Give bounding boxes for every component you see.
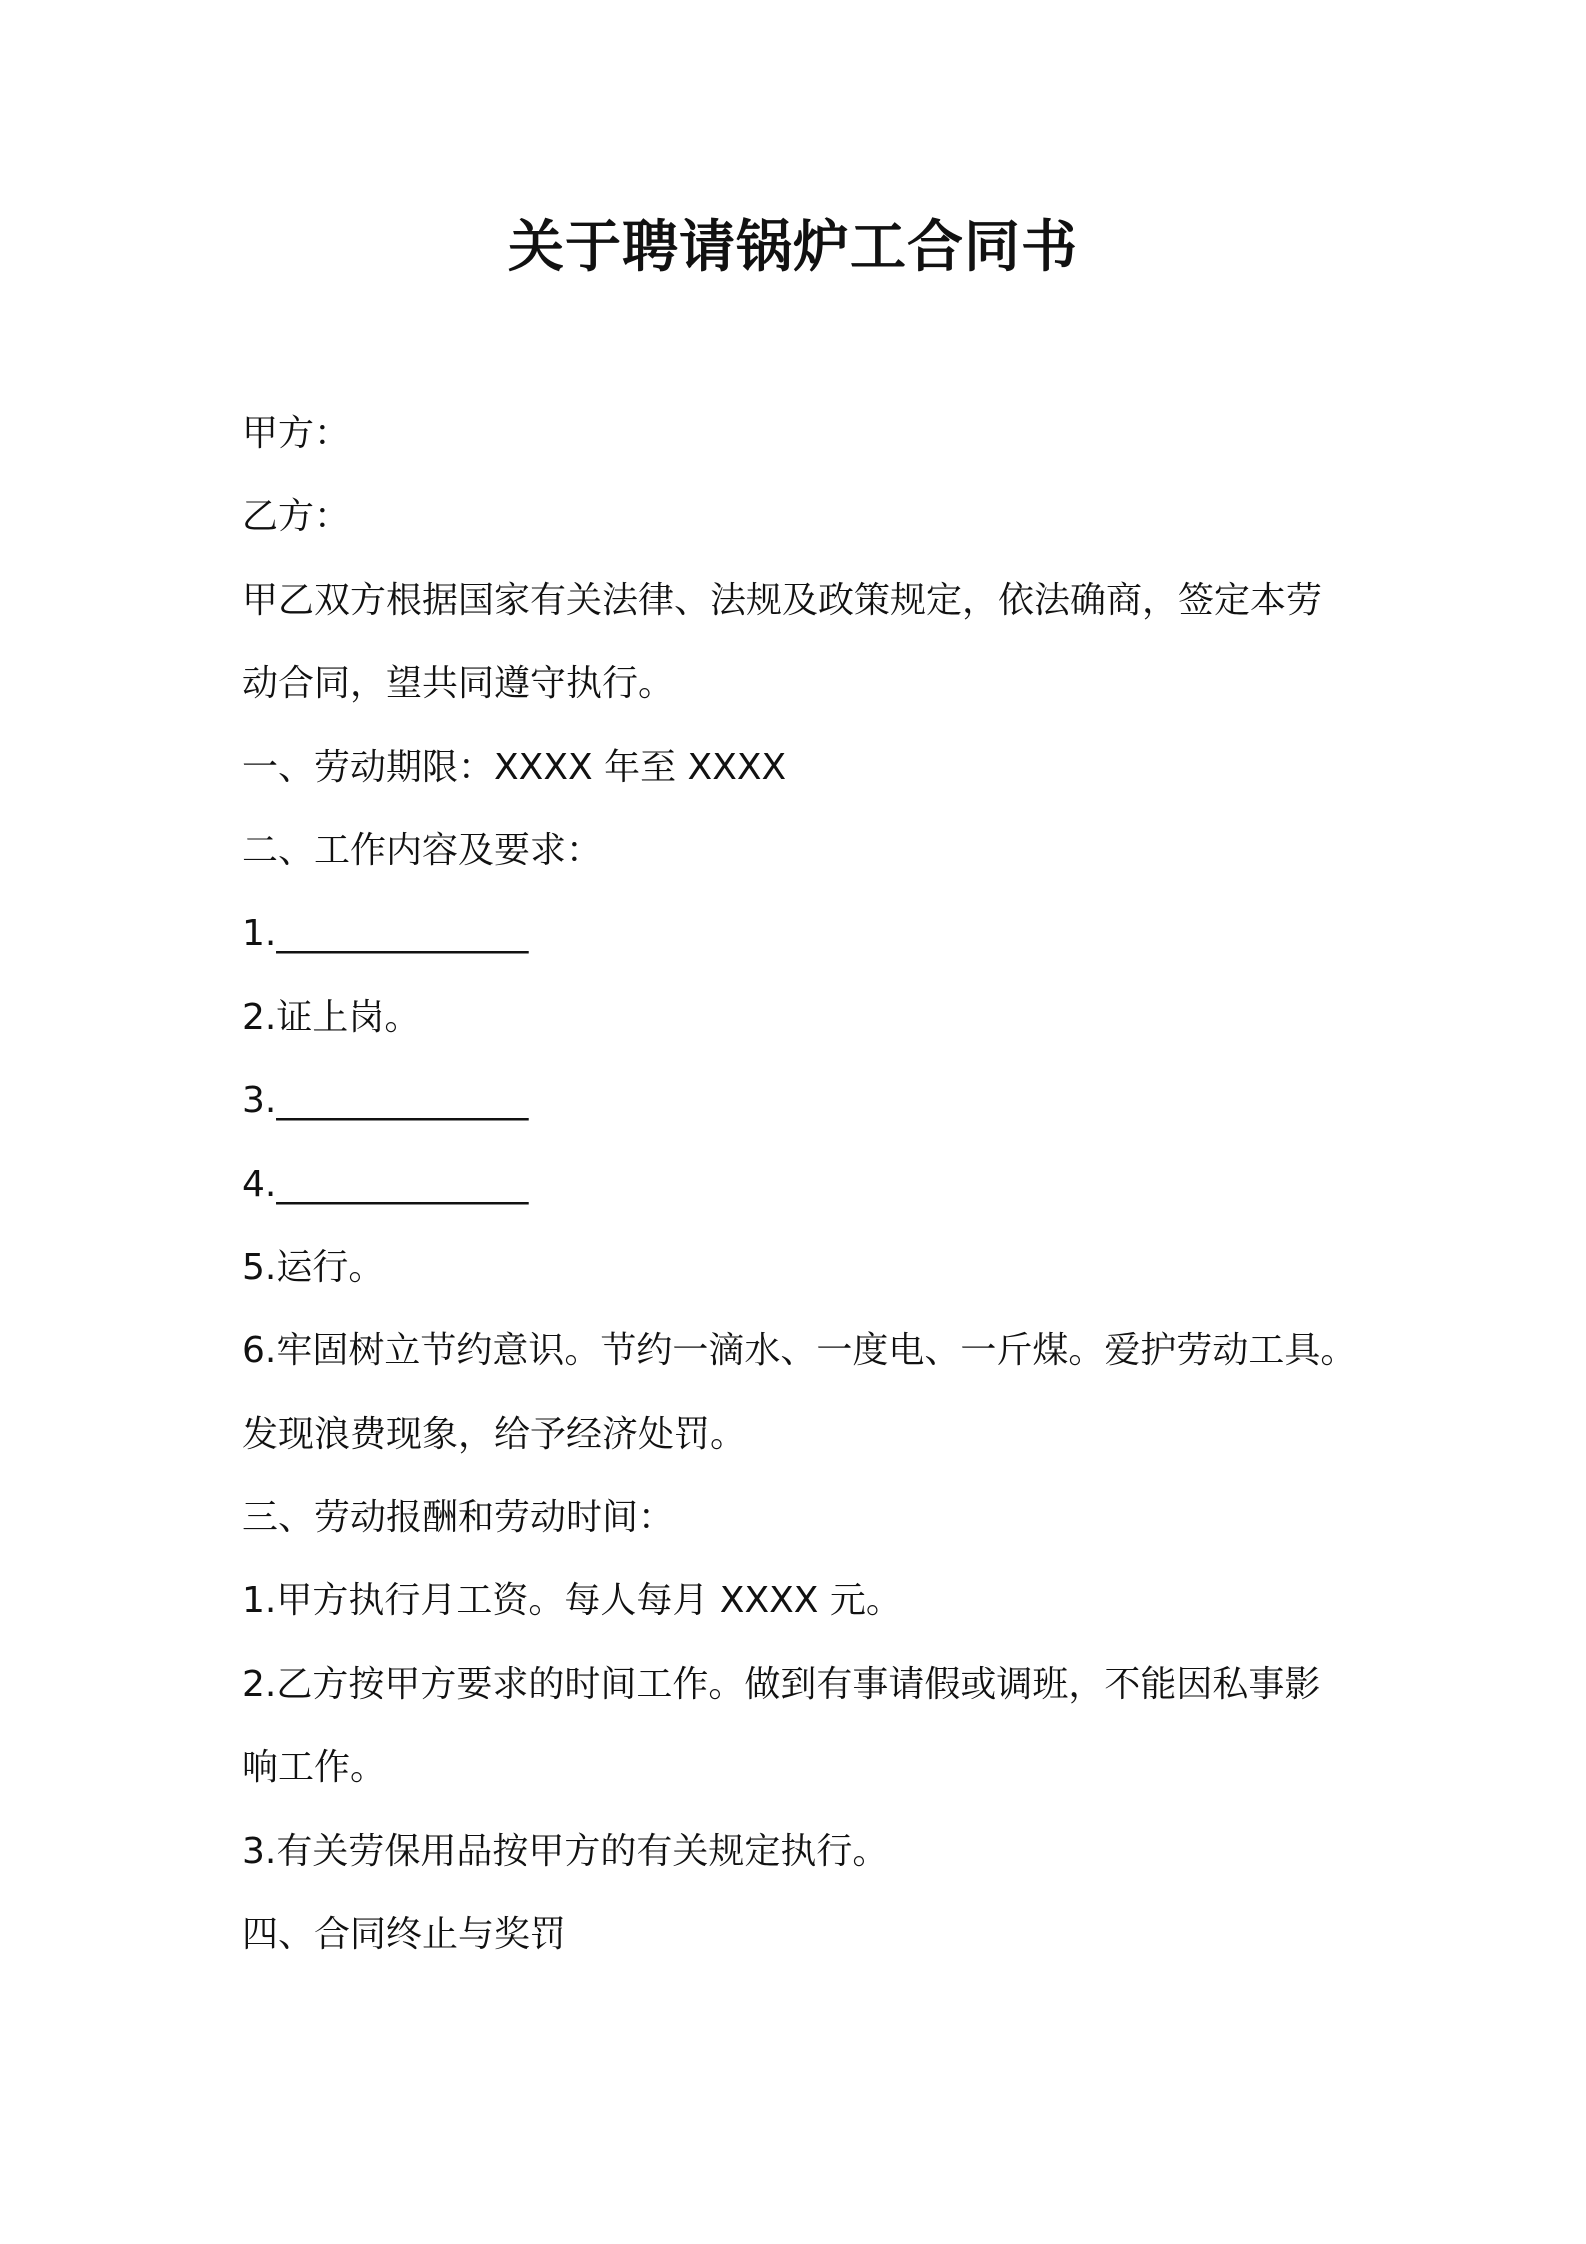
section-2-item-4: 4.______________ bbox=[242, 1163, 529, 1205]
section-3-item-2-line-1: 2.乙方按甲方要求的时间工作。做到有事请假或调班，不能因私事影 bbox=[242, 1663, 1321, 1705]
section-2-item-6-line-1: 6.牢固树立节约意识。节约一滴水、一度电、一斤煤。爱护劳动工具。 bbox=[242, 1330, 1357, 1372]
section-3-item-2-line-2: 响工作。 bbox=[242, 1747, 387, 1789]
section-2-item-6-line-2: 发现浪费现象，给予经济处罚。 bbox=[242, 1413, 747, 1455]
section-3-heading: 三、劳动报酬和劳动时间： bbox=[242, 1497, 675, 1539]
section-3-item-3: 3.有关劳保用品按甲方的有关规定执行。 bbox=[242, 1830, 889, 1872]
preamble-line-1: 甲乙双方根据国家有关法律、法规及政策规定，依法确商，签定本劳 bbox=[242, 579, 1323, 621]
party-b-line: 乙方： bbox=[242, 496, 351, 538]
section-2-item-3: 3.______________ bbox=[242, 1080, 529, 1122]
party-a-line: 甲方： bbox=[242, 413, 351, 454]
section-2-heading: 二、工作内容及要求： bbox=[242, 829, 603, 871]
document-title: 关于聘请锅炉工合同书 bbox=[508, 215, 1078, 280]
document-body bbox=[242, 392, 1362, 1976]
section-2-item-5: 5.运行。 bbox=[242, 1246, 385, 1288]
section-2-item-1: 1.______________ bbox=[242, 913, 529, 955]
section-1-heading: 一、劳动期限：XXXX 年至 XXXX bbox=[242, 746, 787, 788]
section-2-item-2: 2.证上岗。 bbox=[242, 996, 421, 1038]
preamble-line-2: 动合同，望共同遵守执行。 bbox=[242, 663, 675, 705]
section-3-item-1: 1.甲方执行月工资。每人每月 XXXX 元。 bbox=[242, 1580, 902, 1622]
section-4-heading: 四、合同终止与奖罚 bbox=[242, 1914, 567, 1956]
